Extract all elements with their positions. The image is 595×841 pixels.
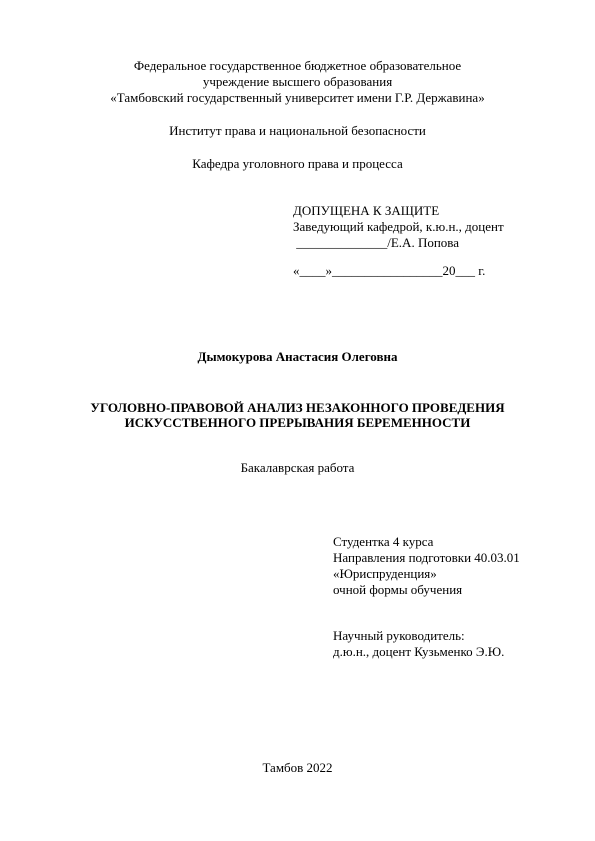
institute-name: Институт права и национальной безопасности bbox=[169, 123, 426, 138]
approval-head: Заведующий кафедрой, к.ю.н., доцент bbox=[293, 219, 504, 234]
approval-date: «____»_________________20___ г. bbox=[293, 263, 486, 278]
department-name: Кафедра уголовного права и процесса bbox=[192, 156, 403, 171]
supervisor-line-2: д.ю.н., доцент Кузьменко Э.Ю. bbox=[333, 644, 505, 659]
thesis-title-line-2: ИСКУССТВЕННОГО ПРЕРЫВАНИЯ БЕРЕМЕННОСТИ bbox=[124, 415, 471, 430]
author-name: Дымокурова Анастасия Олеговна bbox=[197, 349, 398, 364]
work-type: Бакалаврская работа bbox=[240, 460, 355, 475]
approval-signature: ______________/Е.А. Попова bbox=[293, 235, 460, 250]
header-line-3: «Тамбовский государственный университет имени Г.Р. Державина» bbox=[110, 90, 485, 105]
student-line-4: очной формы обучения bbox=[333, 582, 463, 597]
student-line-3: «Юриспруденция» bbox=[333, 566, 437, 581]
footer-city-year: Тамбов 2022 bbox=[262, 760, 333, 775]
student-line-1: Студентка 4 курса bbox=[333, 534, 434, 549]
header-line-1: Федеральное государственное бюджетное образовательное bbox=[133, 58, 462, 73]
student-line-2: Направления подготовки 40.03.01 bbox=[333, 550, 520, 565]
header-line-2: учреждение высшего образования bbox=[202, 74, 393, 89]
supervisor-line-1: Научный руководитель: bbox=[333, 628, 465, 643]
thesis-title-line-1: УГОЛОВНО-ПРАВОВОЙ АНАЛИЗ НЕЗАКОННОГО ПРОВЕДЕНИЯ bbox=[90, 400, 505, 415]
approval-title: ДОПУЩЕНА К ЗАЩИТЕ bbox=[293, 203, 440, 218]
